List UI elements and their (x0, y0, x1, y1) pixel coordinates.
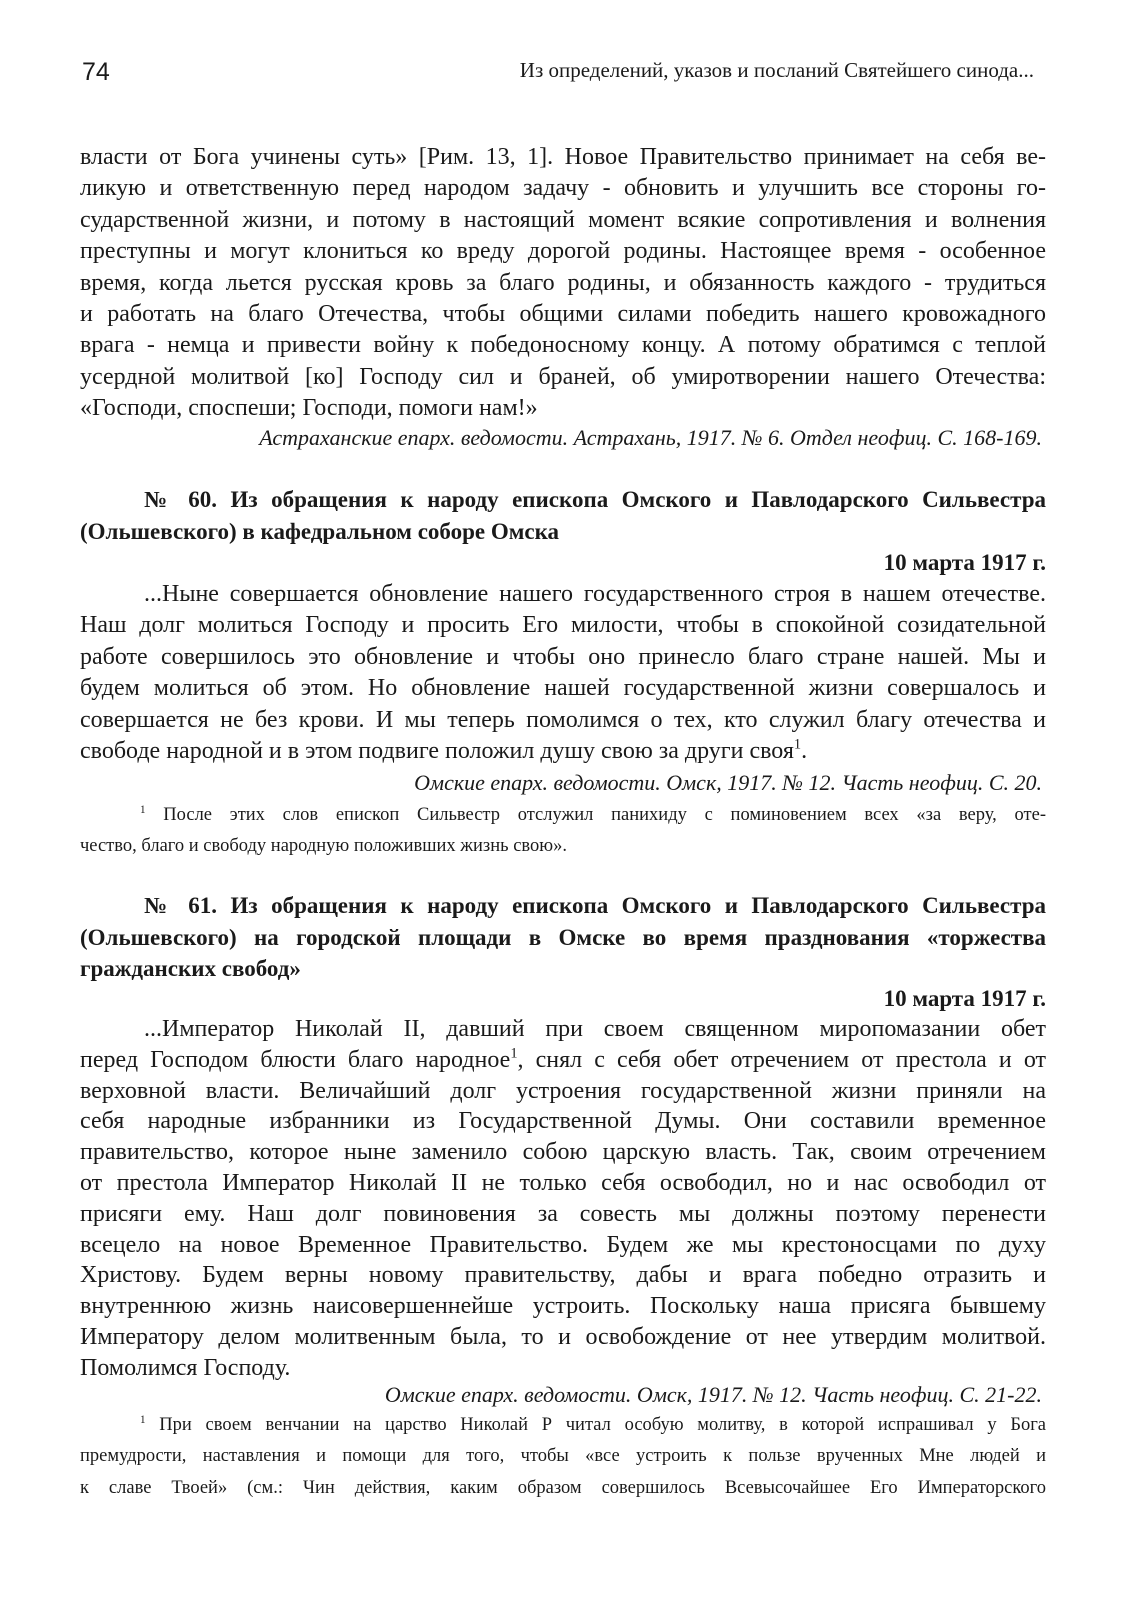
text-line (80, 299, 1046, 330)
text-line (80, 767, 1042, 798)
text-segment: ...Ныне совершается обновление нашего государственного строя в нашем отечестве. (144, 581, 1046, 607)
text-line (80, 705, 1046, 736)
text-segment: сударственной жизни, и потому в настоящий момент всякие сопротивления и волнения (80, 206, 1046, 233)
text-segment: ликую и ответственную перед народом задачу - обновить и улучшить все стороны го- (80, 175, 1046, 202)
text-line (80, 1322, 1046, 1353)
footnote-f60 (80, 800, 1046, 863)
text-segment: свободе народной и в этом подвиге положил душу свою за други своя (80, 737, 794, 764)
text-segment: (Ольшевского) на городской площади в Омске во время празднования «торжества (80, 924, 1046, 950)
text-line (80, 1291, 1046, 1322)
text-segment: перед Господом блюсти благо народное (80, 1046, 511, 1073)
footnote-marker: 1 (140, 803, 146, 816)
text-line (80, 890, 1046, 922)
text-segment: 10 марта 1917 г. (883, 986, 1046, 1011)
text-segment: от престола Император Николай II не только себя освободил, но и нас освободил от (80, 1169, 1046, 1196)
text-segment: . (801, 737, 808, 764)
text-line (80, 922, 1046, 954)
paragraph-p1 (80, 142, 1046, 425)
text-segment: После этих слов епископ Сильвестр отслужил панихиду с поминовением всех «за веру, оте- (145, 805, 1046, 825)
text-line (80, 953, 1046, 985)
text-line (80, 1260, 1046, 1291)
text-line (80, 831, 1046, 862)
source-citation-c61 (80, 1379, 1046, 1410)
document-date-d61 (80, 983, 1046, 1014)
footnote-marker: 1 (510, 1045, 518, 1062)
text-segment: работе совершилось это обновление и чтобы оно принесло благо стране нашей. Мы и (80, 643, 1046, 670)
text-line (80, 268, 1046, 299)
text-line (80, 516, 1046, 548)
text-line (80, 1076, 1046, 1107)
text-segment: Омские епарх. ведомости. Омск, 1917. № 12. Часть неофиц. С. 20. (414, 770, 1042, 795)
text-segment: , снял с себя обет отречением от престола и от (517, 1046, 1046, 1073)
text-line (80, 205, 1046, 236)
text-line (80, 983, 1046, 1014)
text-line (80, 173, 1046, 204)
text-line (80, 1199, 1046, 1230)
text-line (80, 1410, 1046, 1441)
text-segment: всецело на новое Временное Правительство. Будем же мы крестоносцами по духу (80, 1231, 1046, 1258)
text-line (80, 362, 1046, 393)
text-segment: (Ольшевского) в кафедральном соборе Омска (80, 518, 560, 544)
text-line (80, 393, 1046, 424)
footnote-f61 (80, 1410, 1046, 1504)
text-segment: и работать на благо Отечества, чтобы общими силами победить нашего кровожадного (80, 300, 1046, 327)
text-segment: «Господи, споспеши; Господи, помоги нам!» (80, 395, 538, 422)
document-heading-h60 (80, 484, 1046, 547)
text-line (80, 1168, 1046, 1199)
text-segment: Наш долг молиться Господу и просить Его милости, чтобы в спокойной созидательной (80, 612, 1046, 639)
text-segment: время, когда льется русская кровь за благо родины, и обязанность каждого - трудиться (80, 269, 1046, 296)
text-segment: к славе Твоей» (см.: Чин действия, каким образом совершилось Всевысочайшее Его Императорского (80, 1477, 1046, 1498)
text-segment: Помолимся Господу. (80, 1354, 291, 1381)
text-line (80, 142, 1046, 173)
source-citation-c60 (80, 767, 1046, 798)
text-segment: внутреннюю жизнь наисовершеннейше устроить. Поскольку наша присяга бывшему (80, 1293, 1046, 1320)
text-segment: Астраханские епарх. ведомости. Астрахань, 1917. № 6. Отдел неофиц. С. 168-169. (259, 425, 1042, 450)
footnote-marker: 1 (140, 1413, 146, 1426)
text-segment: ...Император Николай II, давший при своем священном миропомазании обет (144, 1016, 1046, 1042)
text-segment: гражданских свобод» (80, 956, 301, 981)
text-line (80, 610, 1046, 641)
text-segment: усердной молитвой [ко] Господу сил и браней, об умиротворении нашего Отечества: (80, 363, 1046, 390)
text-line (80, 579, 1046, 610)
paragraph-p60 (80, 579, 1046, 767)
text-segment: № 61. Из обращения к народу епископа Омского и Павлодарского Сильвестра (144, 893, 1046, 918)
text-line (80, 422, 1042, 453)
footnote-marker: 1 (793, 736, 802, 753)
text-line (80, 1045, 1046, 1076)
text-segment: При своем венчании на царство Николай Р читал особую молитву, в которой испрашивал у Бога (145, 1415, 1046, 1435)
source-citation-c1 (80, 422, 1046, 453)
text-line (80, 236, 1046, 267)
text-segment: Императору делом молитвенным была, то и освобождение от нее утвердим молитвой. (80, 1323, 1046, 1350)
text-segment: премудрости, наставления и помощи для того, чтобы «все устроить к пользе врученных Мне людей и (80, 1446, 1046, 1467)
text-line (80, 1137, 1046, 1168)
text-line (80, 547, 1046, 578)
text-segment: присяги ему. Наш долг повиновения за совесть мы должны поэтому перенести (80, 1200, 1046, 1227)
text-segment: врага - немца и привести войну к победоносному концу. А потому обратимся с теплой (80, 332, 1046, 359)
text-segment: совершается не без крови. И мы теперь помолимся о тех, кто служил благу отечества и (80, 706, 1046, 733)
text-segment: правительство, которое ныне заменило собою царскую власть. Так, своим отречением (80, 1139, 1046, 1166)
page-number: 74 (82, 58, 110, 86)
text-segment: себя народные избранники из Государственной Думы. Они составили временное (80, 1108, 1046, 1135)
text-segment: Омские епарх. ведомости. Омск, 1917. № 12. Часть неофиц. С. 21-22. (384, 1382, 1042, 1407)
text-segment: будем молиться об этом. Но обновление нашей государственной жизни совершалось и (80, 675, 1046, 702)
text-segment: 10 марта 1917 г. (883, 550, 1046, 575)
running-title: Из определений, указов и посланий Святейшего синода... (519, 58, 1034, 82)
text-line (80, 1106, 1046, 1137)
text-segment: преступны и могут клониться ко вреду дорогой родины. Настоящее время - особенное (80, 238, 1046, 265)
text-segment: Христову. Будем верны новому правительству, дабы и врага победно отразить и (80, 1262, 1046, 1289)
text-line (80, 642, 1046, 673)
text-line (80, 673, 1046, 704)
text-line (80, 1014, 1046, 1045)
text-line (80, 1230, 1046, 1261)
text-line (80, 800, 1046, 831)
paragraph-p61 (80, 1014, 1046, 1384)
text-line (80, 736, 1046, 767)
document-heading-h61 (80, 890, 1046, 985)
document-date-d60 (80, 547, 1046, 578)
text-segment: верховной власти. Величайший долг устроения государственной жизни приняли на (80, 1077, 1046, 1104)
text-line (80, 1379, 1042, 1410)
text-line (80, 330, 1046, 361)
text-segment: власти от Бога учинены суть» [Рим. 13, 1]. Новое Правительство принимает на себя ве- (80, 144, 1046, 170)
text-line (80, 484, 1046, 516)
text-line (80, 1441, 1046, 1472)
text-line (80, 1473, 1046, 1504)
text-segment: чество, благо и свободу народную положивших жизнь свою». (80, 836, 567, 857)
text-segment: № 60. Из обращения к народу епископа Омского и Павлодарского Сильвестра (144, 487, 1046, 512)
